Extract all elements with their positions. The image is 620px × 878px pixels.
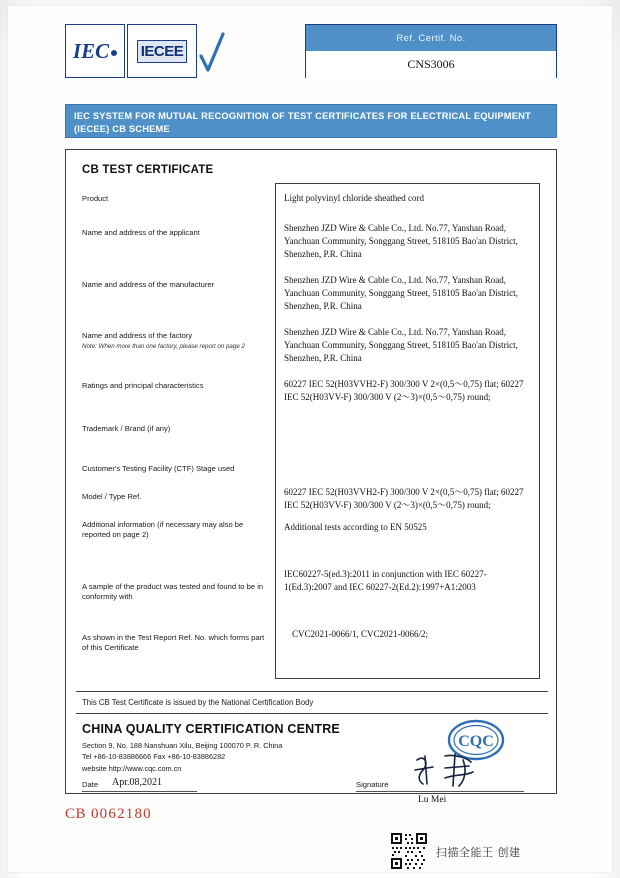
value-model-type: 60227 IEC 52(H03VVH2-F) 300/300 V 2×(0,5～0,75) flat; 60227 IEC 52(H03VV-F) 300/300 V (2～3)×(0,5～0,75) round;	[284, 487, 524, 511]
signature-label: Signature	[356, 780, 389, 789]
label-trademark: Trademark / Brand (if any)	[82, 424, 171, 433]
divider-bottom	[76, 713, 548, 714]
page-title: CB TEST CERTIFICATE	[82, 164, 214, 176]
scheme-banner-line2: (IECEE) CB SCHEME	[74, 124, 170, 135]
value-additional-info: Additional tests according to EN 50525	[284, 522, 427, 532]
ref-certif-label: Ref. Certif. No.	[306, 25, 556, 51]
value-factory: Shenzhen JZD Wire & Cable Co., Ltd. No.77, Yanshan Road, Yanchuan Community, Songgang Street, 518105 Bao'an District, Shenzhen, P.R. China	[284, 327, 518, 364]
iecee-logo-box	[127, 24, 197, 78]
certificate-paper	[8, 6, 612, 872]
cb-number-value: 0062180	[90, 806, 152, 822]
value-applicant: Shenzhen JZD Wire & Cable Co., Ltd. No.77, Yanshan Road, Yanchuan Community, Songgang Street, 518105 Bao'an District, Shenzhen, P.R. China	[284, 223, 518, 260]
cb-number	[65, 806, 152, 823]
label-applicant: Name and address of the applicant	[82, 228, 200, 237]
ref-certif-box	[305, 24, 557, 78]
date-label: Date	[82, 780, 99, 789]
certification-body-name: CHINA QUALITY CERTIFICATION CENTRE	[82, 722, 340, 736]
ref-certif-value: CNS3006	[306, 51, 556, 78]
label-factory-note: Note: When more than one factory, please report on page 2	[82, 343, 245, 351]
address-line-3: website http://www.cqc.com.cn	[82, 763, 182, 773]
value-conformity: IEC60227-5(ed.3):2011 in conjunction with IEC 60227-1(Ed.3):2007 and IEC 60227-2(Ed.2):1997+A1:2003	[284, 569, 487, 593]
date-value: Apr.08,2021	[112, 777, 162, 788]
label-ctf-stage: Customer's Testing Facility (CTF) Stage used	[82, 464, 235, 473]
iec-logo-box	[65, 24, 125, 78]
certification-body-address	[82, 740, 282, 774]
divider-top	[76, 691, 548, 692]
scheme-banner-line1: IEC SYSTEM FOR MUTUAL RECOGNITION OF TEST CERTIFICATES FOR ELECTRICAL EQUIPMENT	[74, 111, 531, 121]
address-line-2: Tel +86-10-83886666 Fax +86-10-83886282	[82, 752, 226, 762]
iecee-logo: IECEE	[137, 40, 188, 63]
svg-text:CQC: CQC	[458, 733, 494, 750]
label-manufacturer: Name and address of the manufacturer	[82, 280, 215, 289]
label-factory	[82, 331, 272, 352]
value-manufacturer: Shenzhen JZD Wire & Cable Co., Ltd. No.77, Yanshan Road, Yanchuan Community, Songgang Street, 518105 Bao'an District, Shenzhen, P.R. China	[284, 275, 518, 312]
value-product: Light polyvinyl chloride sheathed cord	[284, 193, 424, 203]
label-test-report-ref: As shown in the Test Report Ref. No. which forms part of this Certificate	[82, 633, 265, 653]
date-rule	[82, 791, 197, 792]
signature-name: Lu Mei	[418, 795, 447, 805]
certificate-header	[65, 24, 557, 78]
cb-number-prefix: CB	[65, 806, 87, 822]
scheme-banner	[65, 104, 557, 138]
iec-logo: IEC	[73, 41, 117, 62]
value-test-report-ref: CVC2021-0066/1, CVC2021-0066/2;	[292, 629, 429, 639]
label-additional-info: Additional information (if necessary may also be reported on page 2)	[82, 520, 244, 540]
issued-by-line: This CB Test Certificate is issued by the National Certification Body	[82, 698, 314, 707]
label-conformity: A sample of the product was tested and found to be in conformity with	[82, 582, 264, 602]
handwritten-signature	[411, 750, 483, 792]
scan-caption: 扫描全能王 创建	[436, 846, 521, 859]
value-ratings: 60227 IEC 52(H03VVH2-F) 300/300 V 2×(0,5～0,75) flat; 60227 IEC 52(H03VV-F) 300/300 V (2～3)×(0,5～0,75) round;	[284, 379, 524, 403]
checkmark-icon	[198, 30, 226, 78]
label-factory-text: Name and address of the factory	[82, 331, 193, 340]
label-ratings: Ratings and principal characteristics	[82, 381, 204, 390]
address-line-1: Section 9, No. 188 Nanshuan Xilu, Beijing 100070 P. R. China	[82, 741, 283, 750]
qr-code-icon	[390, 832, 428, 870]
label-model-type: Model / Type Ref.	[82, 492, 142, 501]
certificate-frame	[65, 149, 557, 805]
signature-rule	[356, 791, 524, 792]
label-product: Product	[82, 194, 109, 203]
